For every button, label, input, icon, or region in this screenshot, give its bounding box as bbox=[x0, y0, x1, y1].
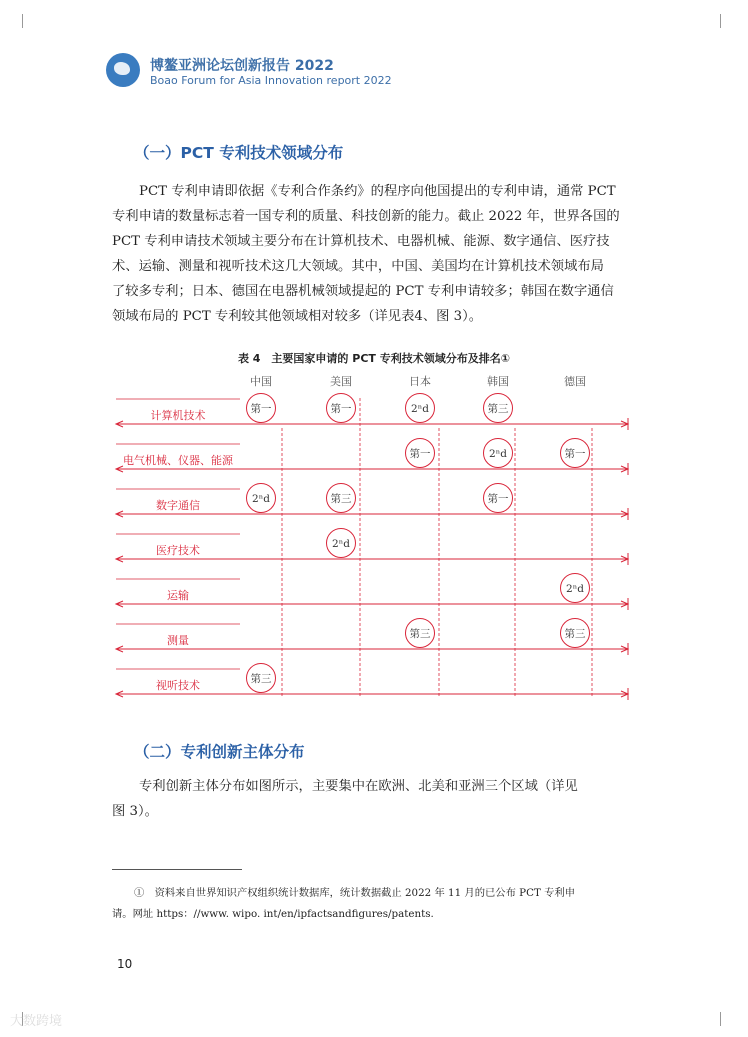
rank-label: 第一 bbox=[250, 403, 272, 415]
rank-label: 2ⁿd bbox=[332, 538, 350, 550]
rank-label: 第三 bbox=[409, 628, 431, 640]
country-header: 韩国 bbox=[487, 375, 509, 388]
footnote-divider bbox=[112, 869, 242, 870]
country-header: 德国 bbox=[564, 375, 586, 388]
paragraph-line: PCT 专利申请即依据《专利合作条约》的程序向他国提出的专利申请，通常 PCT bbox=[139, 184, 616, 199]
paragraph-line: PCT 专利申请技术领域主要分布在计算机技术、电器机械、能源、数字通信、医疗技 bbox=[112, 234, 610, 249]
rank-label: 第三 bbox=[330, 493, 352, 505]
table-caption: 表 4 主要国家申请的 PCT 专利技术领域分布及排名① bbox=[237, 352, 511, 365]
country-header: 日本 bbox=[409, 375, 431, 388]
footnote-line: 请。网址 https：//www. wipo. int/en/ipfactsandfigures/patents. bbox=[112, 908, 434, 920]
rank-label: 2ⁿd bbox=[489, 448, 507, 460]
paragraph-line: 了较多专利；日本、德国在电器机械领域提起的 PCT 专利申请较多；韩国在数字通信 bbox=[112, 284, 614, 299]
rank-label: 第三 bbox=[250, 673, 272, 685]
field-label: 电气机械、仪器、能源 bbox=[123, 454, 233, 467]
page-number: 10 bbox=[117, 957, 133, 971]
paragraph-line: 专利创新主体分布如图所示，主要集中在欧洲、北美和亚洲三个区域（详见 bbox=[139, 779, 578, 794]
field-label: 数字通信 bbox=[156, 499, 200, 512]
footnote bbox=[112, 883, 640, 925]
field-label: 运输 bbox=[167, 589, 189, 602]
country-header: 美国 bbox=[330, 375, 352, 388]
section-heading-innovators: （二）专利创新主体分布 bbox=[134, 743, 305, 761]
rank-label: 2ⁿd bbox=[411, 403, 429, 415]
paragraph-line: 专利申请的数量标志着一国专利的质量、科技创新的能力。截止 2022 年，世界各国的 bbox=[112, 209, 620, 224]
rank-label: 第一 bbox=[330, 403, 352, 415]
rank-label: 第三 bbox=[487, 403, 509, 415]
field-label: 医疗技术 bbox=[156, 544, 200, 557]
section2-paragraph bbox=[112, 774, 640, 824]
watermark: 大数跨境 bbox=[10, 1014, 63, 1029]
paragraph-line: 图 3）。 bbox=[112, 804, 158, 819]
header-title-cn: 博鳌亚洲论坛创新报告 2022 bbox=[150, 58, 334, 74]
section-heading-pct-fields: （一）PCT 专利技术领域分布 bbox=[134, 144, 344, 162]
country-header: 中国 bbox=[250, 375, 272, 388]
rank-label: 第三 bbox=[564, 628, 586, 640]
paragraph-line: 领域布局的 PCT 专利较其他领域相对较多（详见表4、图 3）。 bbox=[112, 309, 483, 324]
paragraph-line: 术、运输、测量和视听技术这几大领域。其中，中国、美国均在计算机技术领域布局 bbox=[112, 259, 604, 274]
field-label: 计算机技术 bbox=[150, 409, 206, 422]
footnote-line: ① 资料来自世界知识产权组织统计数据库，统计数据截止 2022 年 11 月的已公布 PCT 专利申 bbox=[134, 887, 576, 899]
rank-label: 2ⁿd bbox=[252, 493, 270, 505]
field-label: 视听技术 bbox=[156, 679, 200, 692]
rank-label: 2ⁿd bbox=[566, 583, 584, 595]
rank-label: 第一 bbox=[487, 493, 509, 505]
rank-label: 第一 bbox=[409, 448, 431, 460]
header-title-en: Boao Forum for Asia Innovation report 2022 bbox=[150, 74, 392, 87]
rank-label: 第一 bbox=[564, 448, 586, 460]
field-label: 测量 bbox=[167, 634, 189, 647]
